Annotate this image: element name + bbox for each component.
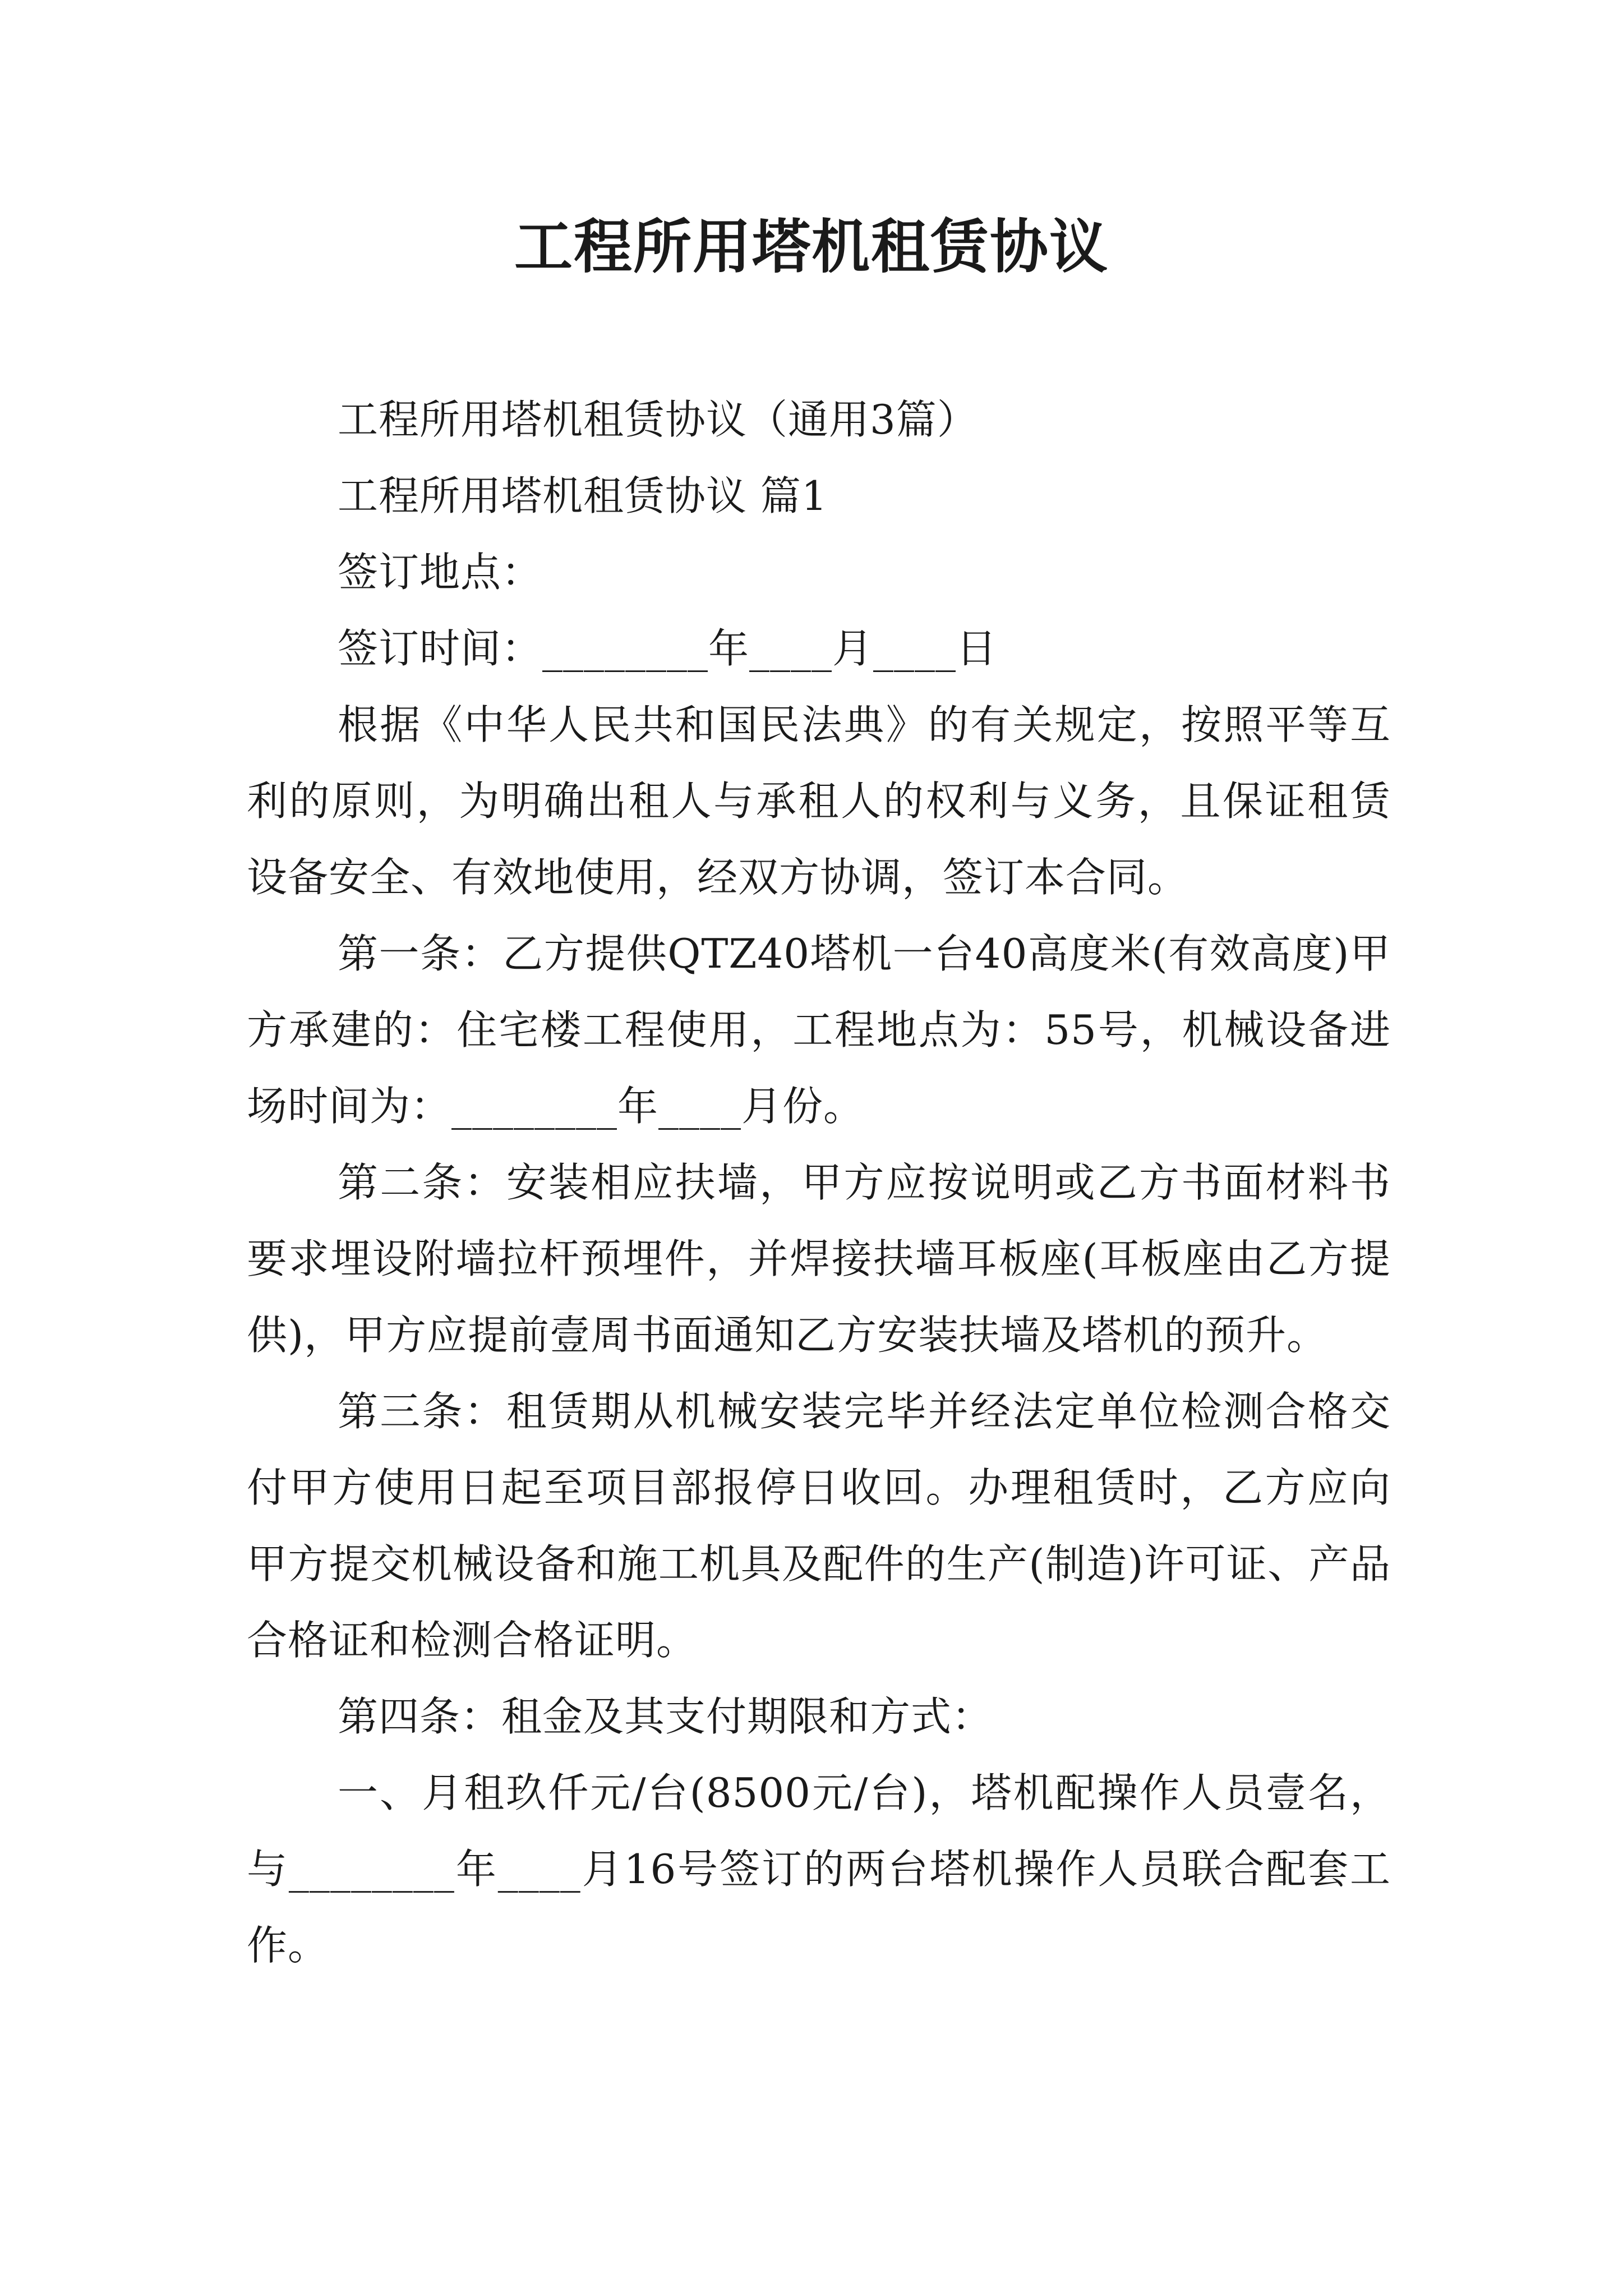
paragraph-signing-place: 签订地点：: [338, 549, 543, 596]
paragraph-article-4: 第四条：租金及其支付期限和方式：: [338, 1693, 993, 1740]
paragraph-signing-time: 签订时间：________年____月____日: [338, 625, 998, 672]
paragraph-section-heading: 工程所用塔机租赁协议 篇1: [338, 472, 828, 519]
paragraph-article-1: 第一条：乙方提供QTZ40塔机一台40高度米(有效高度)甲方承建的：住宅楼工程使用，工程地点为：55号，机械设备进场时间为：________年____月份。: [247, 930, 1391, 1130]
paragraph-article-4-item-1: 一、月租玖仟元/台(8500元/台)，塔机配操作人员壹名，与________年____月16号签订的两台塔机操作人员联合配套工作。: [247, 1769, 1391, 1969]
paragraph-preamble: 根据《中华人民共和国民法典》的有关规定，按照平等互利的原则，为明确出租人与承租人的权利与义务，且保证租赁设备安全、有效地使用，经双方协调，签订本合同。: [247, 701, 1391, 901]
paragraph-article-3: 第三条：租赁期从机械安装完毕并经法定单位检测合格交付甲方使用日起至项目部报停日收回。办理租赁时，乙方应向甲方提交机械设备和施工机具及配件的生产(制造)许可证、产品合格证和检测合格证明。: [247, 1388, 1391, 1664]
paragraph-subtitle: 工程所用塔机租赁协议（通用3篇）: [338, 396, 978, 443]
paragraph-article-2: 第二条：安装相应扶墙，甲方应按说明或乙方书面材料书要求埋设附墙拉杆预埋件，并焊接扶墙耳板座(耳板座由乙方提供)，甲方应提前壹周书面通知乙方安装扶墙及塔机的预升。: [247, 1159, 1391, 1359]
document-body: [247, 381, 1391, 1984]
document-title: 工程所用塔机租赁协议: [514, 213, 1109, 281]
